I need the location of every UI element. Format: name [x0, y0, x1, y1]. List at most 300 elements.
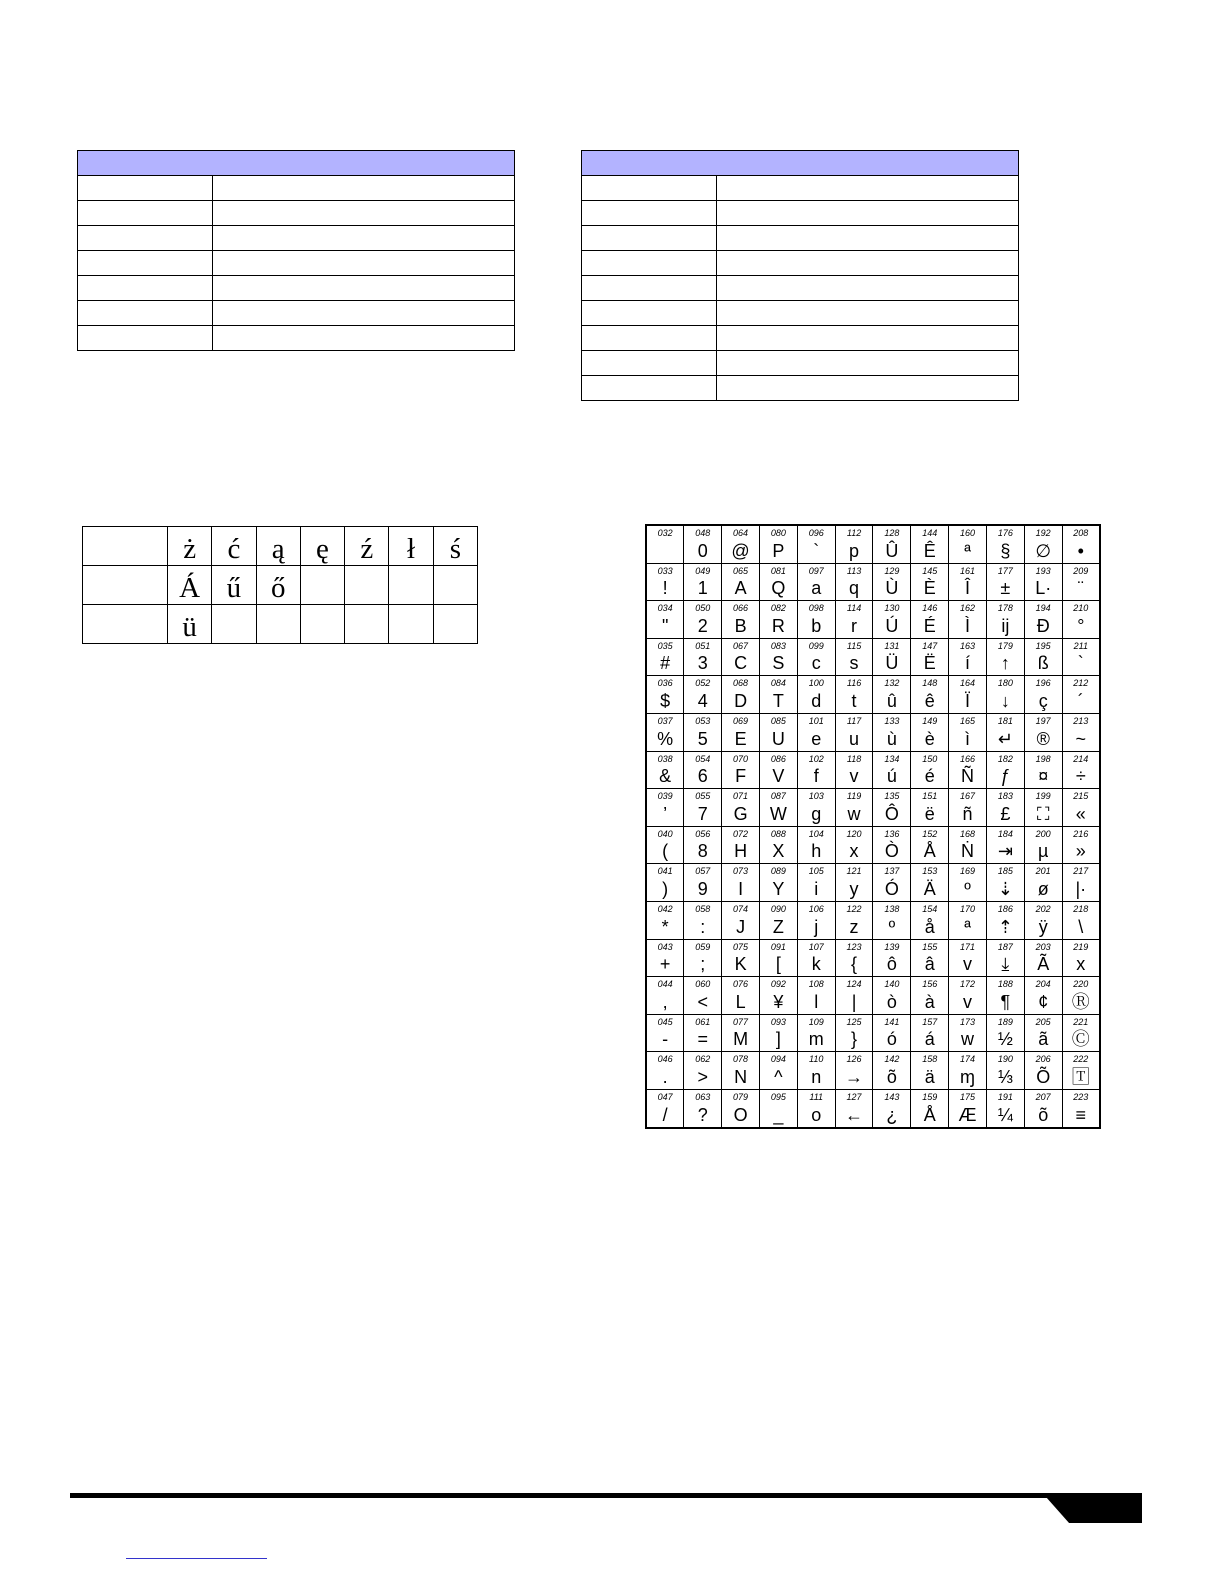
grid-row	[646, 1052, 1100, 1090]
char-glyph: "	[661, 615, 669, 636]
char-glyph: Y	[772, 878, 785, 899]
char-code: 117	[846, 715, 862, 726]
char-glyph: 2	[697, 615, 708, 636]
char-glyph: ì	[965, 728, 971, 749]
char-code: 139	[884, 941, 900, 952]
char-cell	[873, 638, 911, 676]
char-glyph: |·	[1075, 878, 1087, 899]
char-code: 075	[733, 941, 749, 952]
char-glyph: g	[811, 803, 822, 824]
char-cell	[722, 676, 760, 714]
table-row	[78, 326, 515, 351]
char-code: 146	[922, 603, 938, 614]
char-code: 152	[922, 828, 938, 839]
char-code: 085	[770, 715, 786, 726]
char-cell	[797, 826, 835, 864]
char-cell	[835, 713, 873, 751]
char-cell	[911, 1089, 949, 1127]
char-glyph: á	[924, 1029, 935, 1050]
char-code: 181	[997, 715, 1013, 726]
char-cell	[873, 901, 911, 939]
char-glyph: º	[964, 878, 971, 899]
char-cell	[722, 939, 760, 977]
char-glyph: 7	[697, 803, 708, 824]
char-code: 172	[960, 979, 976, 990]
char-glyph: ;	[700, 954, 706, 975]
char-glyph: \	[1078, 916, 1084, 937]
table-row	[78, 276, 515, 301]
char-cell	[1062, 751, 1100, 789]
char-cell	[1062, 1089, 1100, 1127]
char-cell	[986, 977, 1024, 1015]
accent-char-cell: ő	[256, 566, 300, 605]
char-code: 119	[846, 791, 862, 802]
char-cell	[1062, 525, 1100, 563]
char-cell	[835, 525, 873, 563]
page-number-tab	[1046, 1497, 1142, 1523]
char-code: 102	[808, 753, 824, 764]
char-code: 220	[1073, 979, 1089, 990]
char-code: 086	[770, 753, 786, 764]
char-code: 145	[922, 565, 938, 576]
char-glyph: ij	[1001, 615, 1010, 636]
char-glyph: Ô	[884, 803, 899, 824]
char-code: 205	[1035, 1016, 1051, 1027]
char-code: 044	[657, 979, 673, 990]
char-cell	[949, 939, 987, 977]
table-row	[78, 226, 515, 251]
char-cell	[949, 789, 987, 827]
char-cell	[873, 826, 911, 864]
char-glyph: õ	[1038, 1104, 1049, 1125]
char-glyph: ⤓	[1001, 954, 1010, 975]
char-glyph: l	[814, 991, 819, 1012]
char-code: 209	[1073, 565, 1089, 576]
char-glyph: ø	[1037, 878, 1049, 899]
char-cell	[986, 939, 1024, 977]
char-code: 136	[884, 828, 900, 839]
char-code: 206	[1035, 1054, 1051, 1065]
char-glyph: `	[813, 540, 820, 561]
char-glyph: ¤	[1038, 766, 1049, 787]
char-glyph: s	[849, 653, 859, 674]
char-glyph: @	[731, 540, 750, 561]
char-cell	[1062, 789, 1100, 827]
char-cell	[1024, 826, 1062, 864]
char-cell	[911, 901, 949, 939]
char-cell	[911, 864, 949, 902]
char-code: 177	[997, 565, 1013, 576]
char-cell	[797, 563, 835, 601]
char-code: 191	[997, 1091, 1013, 1102]
char-cell	[873, 601, 911, 639]
char-glyph: ↓	[1000, 690, 1010, 711]
char-cell	[722, 525, 760, 563]
char-cell	[835, 826, 873, 864]
char-glyph: h	[811, 841, 822, 862]
char-code: 174	[960, 1054, 976, 1065]
char-code: 079	[733, 1091, 749, 1102]
char-cell	[1024, 713, 1062, 751]
char-code: 100	[808, 678, 824, 689]
char-cell	[722, 563, 760, 601]
char-cell	[759, 939, 797, 977]
char-code: 097	[808, 565, 824, 576]
char-code: 130	[884, 603, 900, 614]
char-cell	[646, 601, 684, 639]
char-code: 222	[1073, 1054, 1089, 1065]
char-glyph: m	[808, 1029, 824, 1050]
table-row	[78, 176, 515, 201]
char-cell	[797, 601, 835, 639]
char-code: 118	[846, 753, 862, 764]
char-code: 148	[922, 678, 938, 689]
char-code: 110	[809, 1054, 824, 1065]
char-code: 056	[695, 828, 711, 839]
char-code: 034	[657, 603, 673, 614]
char-glyph: 8	[697, 841, 708, 862]
accent-char-cell: ś	[433, 527, 477, 566]
char-cell	[911, 751, 949, 789]
accent-char-cell: ű	[212, 566, 256, 605]
char-glyph: å	[924, 916, 935, 937]
char-code: 180	[997, 678, 1013, 689]
char-code: 090	[770, 903, 786, 914]
row-label-cell	[83, 566, 168, 605]
char-glyph: Ì	[965, 615, 971, 636]
char-cell	[684, 1014, 722, 1052]
char-code: 049	[695, 565, 711, 576]
char-code: 223	[1073, 1091, 1089, 1102]
char-code: 198	[1035, 753, 1051, 764]
char-glyph: F	[735, 766, 747, 787]
char-glyph: Ë	[923, 653, 936, 674]
char-glyph: =	[697, 1029, 708, 1050]
char-glyph: L·	[1035, 578, 1052, 599]
char-cell	[646, 826, 684, 864]
table-row	[582, 201, 1019, 226]
char-code: 129	[884, 565, 900, 576]
char-glyph: w	[961, 1029, 975, 1050]
table-row	[582, 251, 1019, 276]
blank-table-left	[77, 150, 515, 351]
char-glyph: P	[772, 540, 785, 561]
char-cell	[759, 601, 797, 639]
char-code: 199	[1035, 791, 1051, 802]
char-glyph: 5	[697, 728, 708, 749]
char-code: 162	[960, 603, 976, 614]
char-glyph: t	[851, 690, 857, 711]
char-glyph: Æ	[958, 1104, 977, 1125]
char-glyph: ª	[964, 540, 971, 561]
char-glyph: É	[923, 615, 936, 636]
accent-char-cell	[256, 605, 300, 644]
char-cell	[646, 1089, 684, 1127]
char-glyph: &	[659, 766, 672, 787]
char-cell	[797, 901, 835, 939]
char-cell	[949, 901, 987, 939]
character-code-grid	[645, 524, 1101, 1129]
char-cell	[684, 638, 722, 676]
char-glyph: ⇡	[997, 916, 1013, 937]
char-cell	[722, 826, 760, 864]
grid-row	[646, 638, 1100, 676]
char-cell	[684, 826, 722, 864]
char-code: 144	[922, 528, 938, 538]
table-row	[83, 566, 478, 605]
char-code: 153	[922, 866, 938, 877]
char-glyph: B	[734, 615, 747, 636]
char-code: 103	[808, 791, 824, 802]
char-code: 187	[997, 941, 1013, 952]
char-cell	[722, 1089, 760, 1127]
char-code: 108	[808, 979, 824, 990]
char-code: 138	[884, 903, 900, 914]
char-code: 045	[657, 1016, 673, 1027]
char-cell	[1024, 638, 1062, 676]
table-row	[78, 251, 515, 276]
char-code: 189	[997, 1016, 1013, 1027]
char-code: 219	[1073, 941, 1089, 952]
char-glyph: ½	[997, 1029, 1013, 1050]
char-code: 123	[846, 941, 862, 952]
char-cell	[986, 713, 1024, 751]
char-cell	[797, 638, 835, 676]
char-cell	[646, 864, 684, 902]
char-code: 200	[1035, 828, 1051, 839]
char-cell	[986, 563, 1024, 601]
char-glyph: #	[660, 653, 671, 674]
char-code: 179	[997, 640, 1013, 651]
char-cell	[1024, 601, 1062, 639]
char-cell	[1024, 864, 1062, 902]
char-cell	[911, 939, 949, 977]
char-glyph: Û	[885, 540, 899, 561]
char-cell	[986, 525, 1024, 563]
grid-row	[646, 676, 1100, 714]
char-code: 160	[960, 528, 976, 538]
char-glyph: ä	[924, 1066, 935, 1087]
char-code: 059	[695, 941, 711, 952]
char-code: 166	[960, 753, 976, 764]
char-cell	[949, 977, 987, 1015]
char-glyph: Ⓡ	[1071, 991, 1090, 1012]
char-glyph: ò	[886, 991, 897, 1012]
char-cell	[759, 751, 797, 789]
char-code: 185	[997, 866, 1013, 877]
char-cell	[684, 676, 722, 714]
char-code: 171	[960, 941, 976, 952]
char-cell	[986, 751, 1024, 789]
char-code: 032	[657, 528, 673, 538]
char-glyph: ≡	[1075, 1104, 1087, 1125]
char-glyph: í	[965, 653, 971, 674]
char-glyph: ª	[964, 916, 971, 937]
char-glyph: >	[697, 1066, 708, 1087]
char-code: 109	[808, 1016, 824, 1027]
char-cell	[873, 676, 911, 714]
char-glyph: +	[659, 954, 671, 975]
char-code: 072	[733, 828, 749, 839]
char-glyph: v	[963, 991, 973, 1012]
char-cell	[1024, 676, 1062, 714]
char-glyph: ⅓	[997, 1066, 1013, 1087]
char-cell	[911, 563, 949, 601]
char-cell	[986, 638, 1024, 676]
char-code: 176	[997, 528, 1013, 538]
char-glyph: y	[849, 878, 859, 899]
char-glyph: õ	[886, 1066, 897, 1087]
char-glyph: ∅	[1035, 540, 1052, 561]
char-glyph: )	[662, 878, 669, 899]
char-code: 169	[960, 866, 976, 877]
char-cell	[1062, 826, 1100, 864]
accent-characters-table	[82, 526, 478, 644]
char-cell	[1024, 1089, 1062, 1127]
char-cell	[949, 676, 987, 714]
char-cell	[646, 1052, 684, 1090]
char-code: 052	[695, 678, 711, 689]
char-cell	[911, 826, 949, 864]
char-cell	[759, 713, 797, 751]
char-code: 164	[960, 678, 976, 689]
char-cell	[722, 864, 760, 902]
char-code: 121	[846, 866, 862, 877]
char-cell	[1024, 525, 1062, 563]
char-cell	[986, 864, 1024, 902]
char-cell	[949, 713, 987, 751]
char-code: 033	[657, 565, 673, 576]
char-cell	[646, 676, 684, 714]
char-code: 067	[733, 640, 749, 651]
char-cell	[759, 789, 797, 827]
accent-char-cell: ł	[389, 527, 433, 566]
char-cell	[684, 901, 722, 939]
char-glyph: Z	[772, 916, 784, 937]
char-code: 167	[960, 791, 976, 802]
char-cell	[759, 1014, 797, 1052]
grid-row	[646, 1014, 1100, 1052]
char-code: 135	[884, 791, 900, 802]
char-cell	[911, 525, 949, 563]
char-glyph: .	[662, 1066, 668, 1087]
char-glyph: i	[814, 878, 819, 899]
char-cell	[873, 525, 911, 563]
char-cell	[646, 713, 684, 751]
char-code: 069	[733, 715, 749, 726]
char-code: 088	[770, 828, 786, 839]
char-glyph: Å	[923, 841, 936, 862]
char-glyph: º	[888, 916, 896, 937]
char-glyph: ú	[886, 766, 897, 787]
char-glyph: ÿ	[1038, 916, 1048, 937]
char-code: 221	[1073, 1016, 1089, 1027]
char-cell	[684, 601, 722, 639]
char-code: 106	[808, 903, 824, 914]
char-glyph: Ò	[884, 841, 899, 862]
char-cell	[684, 864, 722, 902]
accent-char-cell	[389, 566, 433, 605]
char-glyph: C	[734, 653, 748, 674]
char-cell	[835, 789, 873, 827]
char-cell	[722, 713, 760, 751]
char-glyph: «	[1075, 803, 1086, 824]
char-glyph: ß	[1037, 653, 1049, 674]
char-glyph: %	[657, 728, 674, 749]
char-code: 188	[997, 979, 1013, 990]
char-code: 081	[770, 565, 786, 576]
char-cell	[684, 939, 722, 977]
char-code: 037	[657, 715, 673, 726]
char-code: 137	[884, 866, 900, 877]
char-code: 051	[695, 640, 711, 651]
char-glyph: Ù	[885, 578, 899, 599]
char-cell	[646, 563, 684, 601]
char-code: 212	[1073, 678, 1089, 689]
char-code: 141	[884, 1016, 900, 1027]
blank-table-right	[581, 150, 1019, 401]
char-code: 170	[960, 903, 976, 914]
char-cell	[911, 676, 949, 714]
char-glyph: r	[851, 615, 858, 636]
char-code: 074	[733, 903, 749, 914]
char-glyph: ¿	[886, 1104, 898, 1125]
char-code: 041	[657, 866, 673, 877]
char-code: 122	[846, 903, 862, 914]
table-row	[582, 176, 1019, 201]
char-glyph: ±	[1000, 578, 1011, 599]
char-code: 183	[997, 791, 1013, 802]
accent-char-cell: Á	[168, 566, 212, 605]
char-glyph: Ñ	[961, 766, 975, 787]
char-glyph: Ú	[885, 615, 899, 636]
char-glyph: v	[849, 766, 859, 787]
char-cell	[835, 901, 873, 939]
char-cell	[873, 751, 911, 789]
table-row	[582, 376, 1019, 401]
char-glyph: â	[924, 954, 935, 975]
char-glyph: Å	[923, 1104, 936, 1125]
char-glyph: Õ	[1036, 1066, 1051, 1087]
char-glyph: {	[851, 954, 858, 975]
char-glyph: -	[662, 1029, 669, 1050]
grid-row	[646, 901, 1100, 939]
char-code: 057	[695, 866, 711, 877]
char-code: 126	[846, 1054, 862, 1065]
char-code: 107	[808, 941, 824, 952]
char-code: 083	[770, 640, 786, 651]
char-code: 131	[884, 640, 900, 651]
char-cell	[722, 977, 760, 1015]
accent-char-cell	[300, 566, 344, 605]
char-glyph: _	[773, 1104, 784, 1125]
char-glyph: Ä	[923, 878, 936, 899]
char-glyph: ’	[663, 803, 668, 824]
char-cell	[1024, 1052, 1062, 1090]
char-cell	[759, 638, 797, 676]
char-cell	[797, 864, 835, 902]
accent-char-cell: ź	[345, 527, 389, 566]
char-glyph: £	[1000, 803, 1011, 824]
char-glyph: →	[845, 1066, 864, 1087]
char-code: 158	[922, 1054, 938, 1065]
char-cell	[722, 1014, 760, 1052]
char-glyph: ɱ	[960, 1066, 976, 1087]
char-cell	[722, 751, 760, 789]
char-code: 165	[960, 715, 976, 726]
char-glyph: f	[813, 766, 819, 787]
char-cell	[759, 864, 797, 902]
